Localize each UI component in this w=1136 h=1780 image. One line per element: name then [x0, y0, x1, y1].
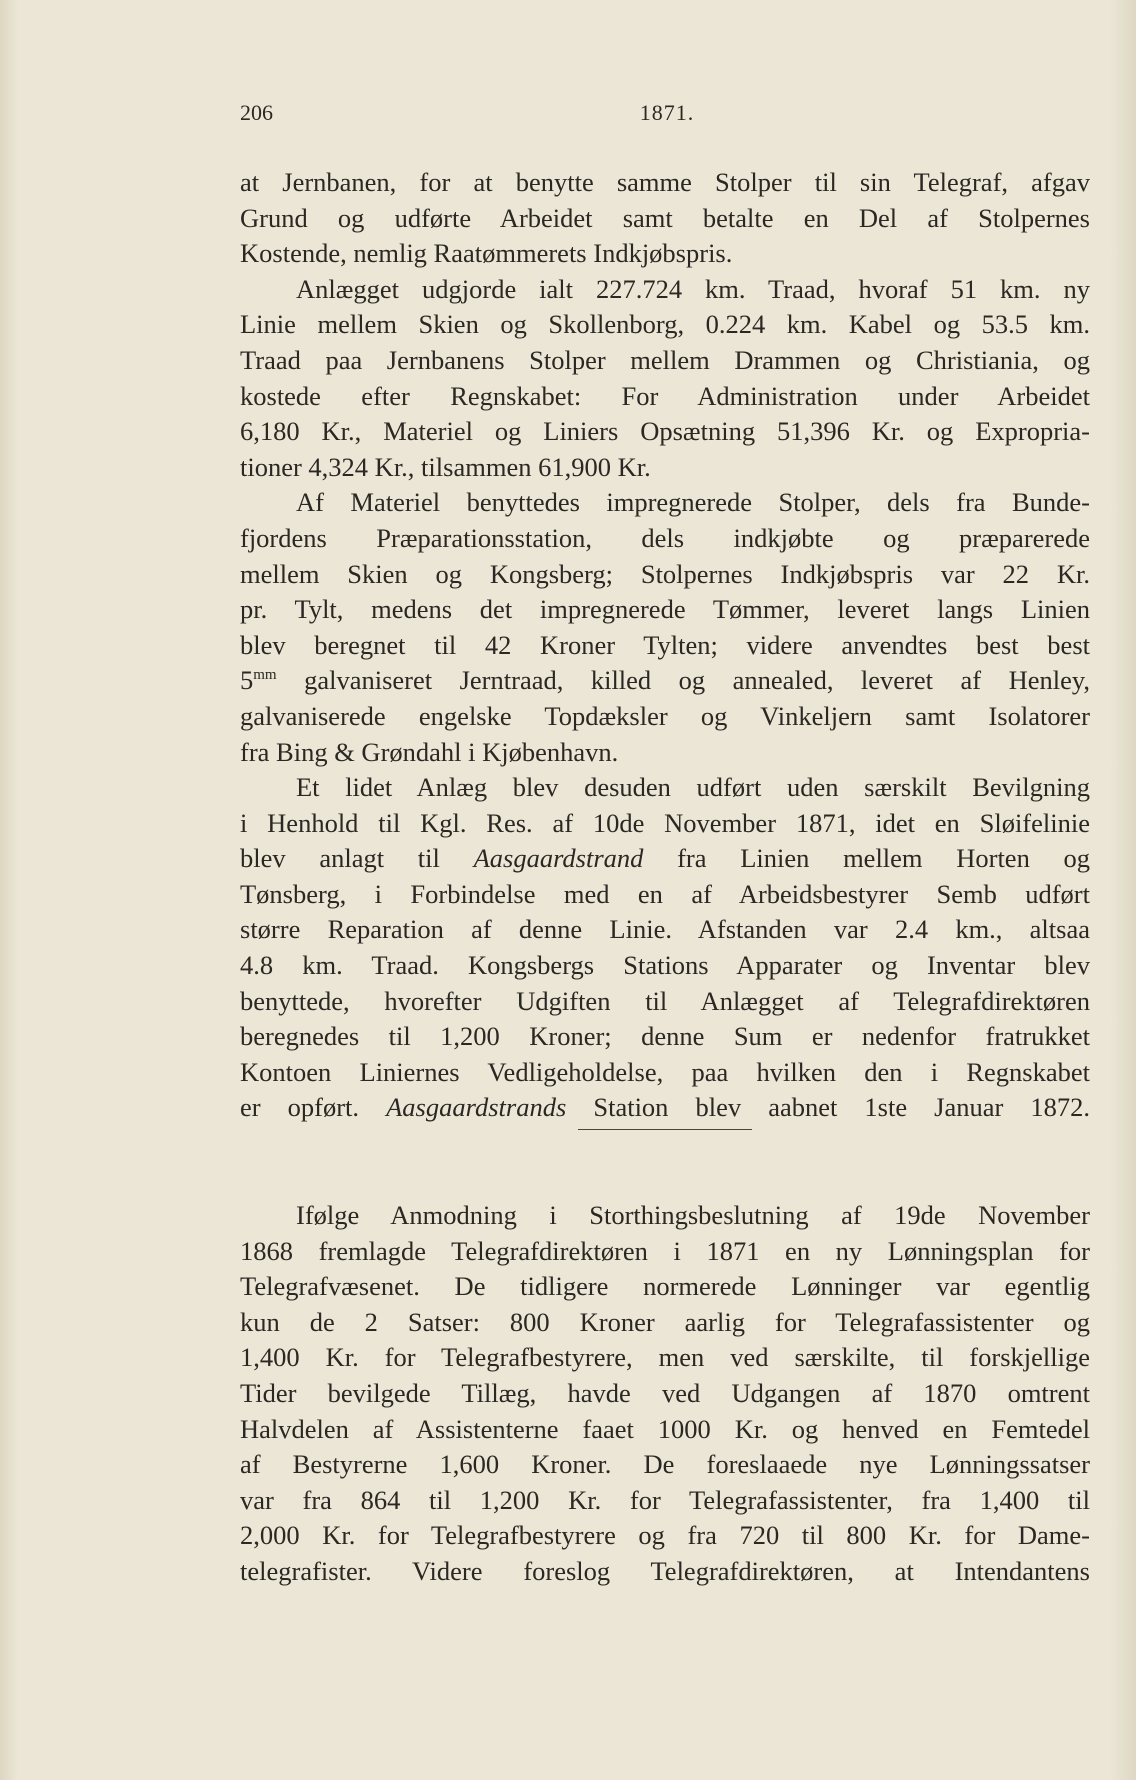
text-line: at Jernbanen, for at benytte samme Stolper til sin Telegraf, afgav: [240, 167, 1090, 197]
text-line: Ifølge Anmodning i Storthingsbeslutning af 19de November: [296, 1200, 1090, 1230]
section-salary-plan: [240, 1198, 1090, 1590]
line-prefix: er opført.: [240, 1092, 360, 1123]
page-header: [240, 100, 1094, 132]
text-line: Grund og udførte Arbeidet samt betalte en Del af Stolpernes: [240, 202, 1090, 233]
text-line: Kostende, nemlig Raatømmerets Indkjøbspris.: [240, 238, 733, 269]
text-line-wire-gauge: [240, 663, 1090, 699]
text-line: Tider bevilgede Tillæg, havde ved Udgangen af 1870 omtrent: [240, 1377, 1090, 1408]
text-line-station-opened: [240, 1090, 1090, 1126]
text-line: kun de 2 Satser: 800 Kroner aarlig for Telegrafassistenter og: [240, 1306, 1090, 1337]
text-line: i Henhold til Kgl. Res. af 10de November 1871, idet en Sløifelinie: [240, 807, 1090, 838]
text-line: af Bestyrerne 1,600 Kroner. De foreslaaede nye Lønningssatser: [240, 1449, 1090, 1480]
text-line: Anlægget udgjorde ialt 227.724 km. Traad, hvoraf 51 km. ny: [296, 273, 1090, 304]
text-line: var fra 864 til 1,200 Kr. for Telegrafassistenter, fra 1,400 til: [240, 1484, 1090, 1515]
text-line: Et lidet Anlæg blev desuden udført uden særskilt Bevilgning: [296, 772, 1090, 803]
text-line: Linie mellem Skien og Skollenborg, 0.224 km. Kabel og 53.5 km.: [240, 309, 1090, 340]
text-line-aasgaardstrand: [240, 841, 1090, 877]
line-prefix: blev anlagt til: [240, 843, 440, 874]
section-telegraph-line: [240, 165, 1090, 1126]
line-rest: Station blev aabnet 1ste Januar 1872.: [593, 1092, 1091, 1123]
text-line: 1868 fremlagde Telegrafdirektøren i 1871 en ny Lønningsplan for: [240, 1235, 1090, 1266]
page-number: 206: [240, 100, 273, 125]
place-name-italic: Aasgaardstrand: [473, 843, 644, 874]
text-line: telegrafister. Videre foreslog Telegrafdirektøren, at Intendantens: [240, 1555, 1090, 1586]
text-line: beregnedes til 1,200 Kroner; denne Sum er nedenfor fratrukket: [240, 1021, 1090, 1052]
text-line: mellem Skien og Kongsberg; Stolpernes Indkjøbspris var 22 Kr.: [240, 558, 1090, 589]
place-name-italic: Aasgaardstrands: [386, 1092, 567, 1123]
text-line: Traad paa Jernbanens Stolper mellem Drammen og Christiania, og: [240, 344, 1090, 375]
text-line: tioner 4,324 Kr., tilsammen 61,900 Kr.: [240, 451, 651, 482]
text-line: Tønsberg, i Forbindelse med en af Arbeidsbestyrer Semb udført: [240, 878, 1090, 909]
section-divider-rule: [578, 1129, 752, 1130]
text-line: fra Bing & Grøndahl i Kjøbenhavn.: [240, 736, 619, 767]
text-line: 2,000 Kr. for Telegrafbestyrere og fra 720 til 800 Kr. for Dame-: [240, 1520, 1090, 1551]
line-rest: fra Linien mellem Horten og: [677, 843, 1091, 874]
wire-gauge-unit: mm: [253, 667, 277, 684]
text-line: pr. Tylt, medens det impregnerede Tømmer, leveret langs Linien: [240, 594, 1090, 625]
text-line: kostede efter Regnskabet: For Administration under Arbeidet: [240, 380, 1090, 411]
text-line: 1,400 Kr. for Telegrafbestyrere, men ved særskilte, til forskjellige: [240, 1342, 1090, 1373]
text-line: 4.8 km. Traad. Kongsbergs Stations Apparater og Inventar blev: [240, 950, 1090, 981]
text-line: Telegrafvæsenet. De tidligere normerede Lønninger var egentlig: [240, 1271, 1090, 1302]
text-line: benyttede, hvorefter Udgiften til Anlægget af Telegrafdirektøren: [240, 985, 1090, 1016]
wire-gauge-text: galvaniseret Jerntraad, killed og annealed, leveret af Henley,: [304, 665, 1091, 696]
text-line: 6,180 Kr., Materiel og Liniers Opsætning 51,396 Kr. og Expropria-: [240, 416, 1090, 447]
text-line: større Reparation af denne Linie. Afstanden var 2.4 km., altsaa: [240, 914, 1090, 945]
text-line: fjordens Præparationsstation, dels indkjøbte og præparerede: [240, 522, 1090, 553]
text-line: galvaniserede engelske Topdæksler og Vinkeljern samt Isolatorer: [240, 700, 1090, 731]
text-line: Halvdelen af Assistenterne faaet 1000 Kr. og henved en Femtedel: [240, 1413, 1090, 1444]
running-head-year: 1871.: [639, 100, 695, 125]
text-line: blev beregnet til 42 Kroner Tylten; videre anvendtes best best: [240, 629, 1090, 660]
text-line: Af Materiel benyttedes impregnerede Stolper, dels fra Bunde-: [296, 487, 1090, 518]
wire-gauge-value: 5: [240, 665, 254, 696]
text-line: Kontoen Liniernes Vedligeholdelse, paa hvilken den i Regnskabet: [240, 1056, 1090, 1087]
